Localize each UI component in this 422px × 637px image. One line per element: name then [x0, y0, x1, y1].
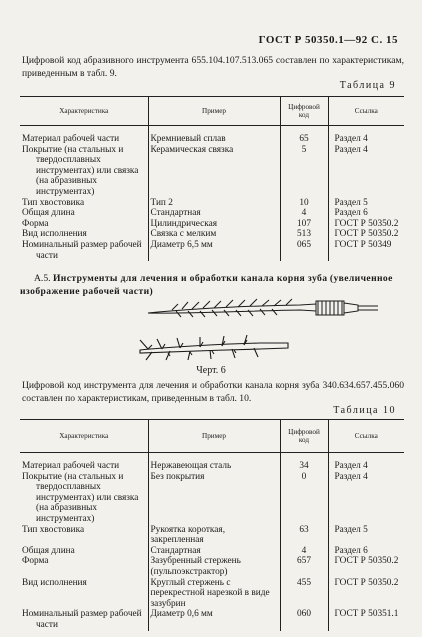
- table-row: Номинальный размер рабочей части Диаметр 0,6 мм 060 ГОСТ Р 50351.1: [20, 609, 404, 630]
- section-title: Инструменты для лечения и обработки канала корня зуба: [52, 273, 328, 284]
- table-row: Общая длина Стандартная 4 Раздел 6: [20, 208, 404, 219]
- table10-header-characteristic: Характеристика: [20, 420, 148, 453]
- section-note: (увеличенное изображение рабочей части): [20, 273, 393, 297]
- table9-header-example: Пример: [148, 97, 280, 126]
- table10-caption: Таблица 10: [333, 405, 396, 416]
- table-row: Покрытие (на стальных и твердосплавных инструментах) или связка (на абразивных инструментах) Керамическая связка 5 Раздел 4: [20, 145, 404, 198]
- table9-header-reference: Ссылка: [328, 97, 404, 126]
- table10-header-example: Пример: [148, 420, 280, 453]
- table-row: Вид исполнения Круглый стержень с перекрестной нарезкой в виде зазубрин 455 ГОСТ Р 50350.2: [20, 578, 404, 610]
- table-row: Форма Цилиндрическая 107 ГОСТ Р 50350.2: [20, 219, 404, 230]
- table-10: [20, 419, 404, 631]
- page-header: ГОСТ Р 50350.1—92 С. 15: [258, 34, 398, 46]
- table10-header-code: Цифровой код: [280, 420, 328, 453]
- table-row: Материал рабочей части Кремниевый сплав 65 Раздел 4: [20, 134, 404, 145]
- table9-header-code: Цифровой код: [280, 97, 328, 126]
- table-row: Тип хвостовика Рукоятка короткая, закрепленная 63 Раздел 5: [20, 525, 404, 546]
- paragraph-table9-intro: Цифровой код абразивного инструмента 655.104.107.513.065 составлен по характеристикам, приведенным в табл. 9.: [22, 55, 404, 79]
- section-number: А.5.: [34, 273, 51, 284]
- table9-header-characteristic: Характеристика: [20, 97, 148, 126]
- paragraph-table10-intro: Цифровой код инструмента для лечения и обработки канала корня зуба 340.634.657.455.060 составлен по характеристикам, приведенным в табл. 10.: [22, 380, 404, 404]
- table9-caption: Таблица 9: [339, 80, 396, 91]
- table-row: Номинальный размер рабочей части Диаметр 6,5 мм 065 ГОСТ Р 50349: [20, 240, 404, 261]
- instrument-upper-drawing: [148, 299, 378, 317]
- table-row: Материал рабочей части Нержавеющая сталь 34 Раздел 4: [20, 461, 404, 472]
- table-row: Общая длина Стандартная 4 Раздел 6: [20, 546, 404, 557]
- table-row: Покрытие (на стальных и твердосплавных инструментах) или связка (на абразивных инструментах) Без покрытия 0 Раздел 4: [20, 472, 404, 525]
- instrument-barbed-drawing: [140, 335, 288, 360]
- table10-header-row: [20, 420, 404, 453]
- figure-caption: Черт. 6: [196, 365, 226, 376]
- table-row: Форма Зазубренный стержень (пульпоэкстрактор) 657 ГОСТ Р 50350.2: [20, 556, 404, 577]
- table10-header-reference: Ссылка: [328, 420, 404, 453]
- table-row: Тип хвостовика Тип 2 10 Раздел 5: [20, 198, 404, 209]
- table-row: Вид исполнения Связка с мелким 513 ГОСТ Р 50350.2: [20, 229, 404, 240]
